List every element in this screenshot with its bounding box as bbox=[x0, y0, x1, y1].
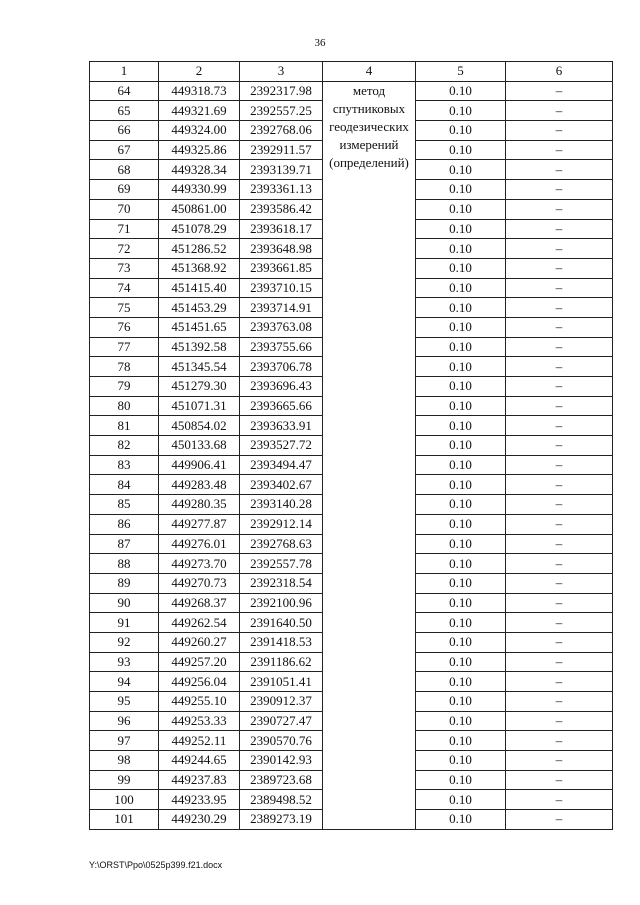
x-coordinate-cell: 451345.54 bbox=[159, 357, 240, 377]
point-number-cell: 76 bbox=[90, 317, 159, 337]
accuracy-cell: 0.10 bbox=[416, 278, 506, 298]
x-coordinate-cell: 449237.83 bbox=[159, 770, 240, 790]
x-coordinate-cell: 449262.54 bbox=[159, 613, 240, 633]
x-coordinate-cell: 449257.20 bbox=[159, 652, 240, 672]
accuracy-cell: 0.10 bbox=[416, 632, 506, 652]
note-cell: – bbox=[506, 140, 613, 160]
y-coordinate-cell: 2392912.14 bbox=[240, 514, 323, 534]
x-coordinate-cell: 449277.87 bbox=[159, 514, 240, 534]
note-cell: – bbox=[506, 770, 613, 790]
accuracy-cell: 0.10 bbox=[416, 554, 506, 574]
y-coordinate-cell: 2393139.71 bbox=[240, 160, 323, 180]
accuracy-cell: 0.10 bbox=[416, 239, 506, 259]
x-coordinate-cell: 451368.92 bbox=[159, 258, 240, 278]
y-coordinate-cell: 2393763.08 bbox=[240, 317, 323, 337]
x-coordinate-cell: 449276.01 bbox=[159, 534, 240, 554]
y-coordinate-cell: 2393361.13 bbox=[240, 180, 323, 200]
page-number: 36 bbox=[314, 37, 326, 49]
note-cell: – bbox=[506, 810, 613, 830]
y-coordinate-cell: 2393402.67 bbox=[240, 475, 323, 495]
x-coordinate-cell: 449270.73 bbox=[159, 573, 240, 593]
y-coordinate-cell: 2393696.43 bbox=[240, 377, 323, 397]
point-number-cell: 73 bbox=[90, 258, 159, 278]
table-row bbox=[90, 81, 613, 101]
x-coordinate-cell: 449256.04 bbox=[159, 672, 240, 692]
x-coordinate-cell: 450861.00 bbox=[159, 199, 240, 219]
y-coordinate-cell: 2389273.19 bbox=[240, 810, 323, 830]
y-coordinate-cell: 2393706.78 bbox=[240, 357, 323, 377]
x-coordinate-cell: 449244.65 bbox=[159, 751, 240, 771]
x-coordinate-cell: 449324.00 bbox=[159, 121, 240, 141]
point-number-cell: 74 bbox=[90, 278, 159, 298]
y-coordinate-cell: 2392318.54 bbox=[240, 573, 323, 593]
point-number-cell: 82 bbox=[90, 436, 159, 456]
point-number-cell: 77 bbox=[90, 337, 159, 357]
accuracy-cell: 0.10 bbox=[416, 160, 506, 180]
accuracy-cell: 0.10 bbox=[416, 377, 506, 397]
accuracy-cell: 0.10 bbox=[416, 593, 506, 613]
x-coordinate-cell: 450133.68 bbox=[159, 436, 240, 456]
accuracy-cell: 0.10 bbox=[416, 455, 506, 475]
note-cell: – bbox=[506, 436, 613, 456]
point-number-cell: 67 bbox=[90, 140, 159, 160]
note-cell: – bbox=[506, 377, 613, 397]
x-coordinate-cell: 451392.58 bbox=[159, 337, 240, 357]
header-cell: 1 bbox=[90, 62, 159, 82]
method-cell bbox=[323, 81, 416, 829]
accuracy-cell: 0.10 bbox=[416, 790, 506, 810]
note-cell: – bbox=[506, 652, 613, 672]
point-number-cell: 78 bbox=[90, 357, 159, 377]
y-coordinate-cell: 2393661.85 bbox=[240, 258, 323, 278]
y-coordinate-cell: 2393755.66 bbox=[240, 337, 323, 357]
header-cell: 5 bbox=[416, 62, 506, 82]
note-cell: – bbox=[506, 101, 613, 121]
x-coordinate-cell: 449233.95 bbox=[159, 790, 240, 810]
y-coordinate-cell: 2392768.63 bbox=[240, 534, 323, 554]
accuracy-cell: 0.10 bbox=[416, 416, 506, 436]
point-number-cell: 91 bbox=[90, 613, 159, 633]
accuracy-cell: 0.10 bbox=[416, 219, 506, 239]
point-number-cell: 75 bbox=[90, 298, 159, 318]
y-coordinate-cell: 2391051.41 bbox=[240, 672, 323, 692]
y-coordinate-cell: 2392768.06 bbox=[240, 121, 323, 141]
accuracy-cell: 0.10 bbox=[416, 396, 506, 416]
x-coordinate-cell: 449318.73 bbox=[159, 81, 240, 101]
method-line: метод bbox=[352, 82, 386, 98]
y-coordinate-cell: 2393586.42 bbox=[240, 199, 323, 219]
point-number-cell: 93 bbox=[90, 652, 159, 672]
x-coordinate-cell: 451071.31 bbox=[159, 396, 240, 416]
note-cell: – bbox=[506, 396, 613, 416]
point-number-cell: 90 bbox=[90, 593, 159, 613]
point-number-cell: 92 bbox=[90, 632, 159, 652]
note-cell: – bbox=[506, 317, 613, 337]
note-cell: – bbox=[506, 278, 613, 298]
x-coordinate-cell: 451415.40 bbox=[159, 278, 240, 298]
y-coordinate-cell: 2391640.50 bbox=[240, 613, 323, 633]
accuracy-cell: 0.10 bbox=[416, 258, 506, 278]
point-number-cell: 86 bbox=[90, 514, 159, 534]
note-cell: – bbox=[506, 692, 613, 712]
note-cell: – bbox=[506, 632, 613, 652]
header-cell: 6 bbox=[506, 62, 613, 82]
accuracy-cell: 0.10 bbox=[416, 770, 506, 790]
coordinates-table bbox=[89, 61, 613, 830]
point-number-cell: 69 bbox=[90, 180, 159, 200]
accuracy-cell: 0.10 bbox=[416, 298, 506, 318]
note-cell: – bbox=[506, 672, 613, 692]
x-coordinate-cell: 449283.48 bbox=[159, 475, 240, 495]
y-coordinate-cell: 2392317.98 bbox=[240, 81, 323, 101]
x-coordinate-cell: 450854.02 bbox=[159, 416, 240, 436]
y-coordinate-cell: 2390727.47 bbox=[240, 711, 323, 731]
accuracy-cell: 0.10 bbox=[416, 101, 506, 121]
accuracy-cell: 0.10 bbox=[416, 495, 506, 515]
accuracy-cell: 0.10 bbox=[416, 573, 506, 593]
x-coordinate-cell: 449253.33 bbox=[159, 711, 240, 731]
point-number-cell: 85 bbox=[90, 495, 159, 515]
point-number-cell: 64 bbox=[90, 81, 159, 101]
accuracy-cell: 0.10 bbox=[416, 199, 506, 219]
note-cell: – bbox=[506, 751, 613, 771]
y-coordinate-cell: 2393665.66 bbox=[240, 396, 323, 416]
y-coordinate-cell: 2390570.76 bbox=[240, 731, 323, 751]
method-line: (определений) bbox=[329, 154, 409, 170]
point-number-cell: 83 bbox=[90, 455, 159, 475]
note-cell: – bbox=[506, 180, 613, 200]
accuracy-cell: 0.10 bbox=[416, 81, 506, 101]
accuracy-cell: 0.10 bbox=[416, 652, 506, 672]
point-number-cell: 84 bbox=[90, 475, 159, 495]
note-cell: – bbox=[506, 514, 613, 534]
y-coordinate-cell: 2393494.47 bbox=[240, 455, 323, 475]
y-coordinate-cell: 2393710.15 bbox=[240, 278, 323, 298]
y-coordinate-cell: 2393527.72 bbox=[240, 436, 323, 456]
note-cell: – bbox=[506, 219, 613, 239]
accuracy-cell: 0.10 bbox=[416, 436, 506, 456]
header-cell: 4 bbox=[323, 62, 416, 82]
point-number-cell: 100 bbox=[90, 790, 159, 810]
header-cell: 2 bbox=[159, 62, 240, 82]
note-cell: – bbox=[506, 731, 613, 751]
table-body bbox=[90, 81, 613, 829]
y-coordinate-cell: 2392557.78 bbox=[240, 554, 323, 574]
y-coordinate-cell: 2391186.62 bbox=[240, 652, 323, 672]
y-coordinate-cell: 2393618.17 bbox=[240, 219, 323, 239]
y-coordinate-cell: 2391418.53 bbox=[240, 632, 323, 652]
point-number-cell: 71 bbox=[90, 219, 159, 239]
x-coordinate-cell: 449328.34 bbox=[159, 160, 240, 180]
note-cell: – bbox=[506, 160, 613, 180]
method-line: измерений bbox=[339, 136, 399, 152]
accuracy-cell: 0.10 bbox=[416, 317, 506, 337]
note-cell: – bbox=[506, 121, 613, 141]
note-cell: – bbox=[506, 455, 613, 475]
point-number-cell: 101 bbox=[90, 810, 159, 830]
x-coordinate-cell: 451078.29 bbox=[159, 219, 240, 239]
accuracy-cell: 0.10 bbox=[416, 121, 506, 141]
note-cell: – bbox=[506, 357, 613, 377]
accuracy-cell: 0.10 bbox=[416, 613, 506, 633]
point-number-cell: 80 bbox=[90, 396, 159, 416]
x-coordinate-cell: 451451.65 bbox=[159, 317, 240, 337]
y-coordinate-cell: 2392100.96 bbox=[240, 593, 323, 613]
accuracy-cell: 0.10 bbox=[416, 731, 506, 751]
accuracy-cell: 0.10 bbox=[416, 475, 506, 495]
note-cell: – bbox=[506, 534, 613, 554]
note-cell: – bbox=[506, 554, 613, 574]
point-number-cell: 81 bbox=[90, 416, 159, 436]
y-coordinate-cell: 2390912.37 bbox=[240, 692, 323, 712]
y-coordinate-cell: 2392557.25 bbox=[240, 101, 323, 121]
x-coordinate-cell: 449280.35 bbox=[159, 495, 240, 515]
accuracy-cell: 0.10 bbox=[416, 751, 506, 771]
accuracy-cell: 0.10 bbox=[416, 180, 506, 200]
method-line: геодезических bbox=[329, 118, 409, 134]
point-number-cell: 94 bbox=[90, 672, 159, 692]
note-cell: – bbox=[506, 199, 613, 219]
accuracy-cell: 0.10 bbox=[416, 514, 506, 534]
x-coordinate-cell: 449321.69 bbox=[159, 101, 240, 121]
y-coordinate-cell: 2393648.98 bbox=[240, 239, 323, 259]
x-coordinate-cell: 449230.29 bbox=[159, 810, 240, 830]
point-number-cell: 89 bbox=[90, 573, 159, 593]
point-number-cell: 72 bbox=[90, 239, 159, 259]
point-number-cell: 79 bbox=[90, 377, 159, 397]
note-cell: – bbox=[506, 239, 613, 259]
y-coordinate-cell: 2390142.93 bbox=[240, 751, 323, 771]
note-cell: – bbox=[506, 337, 613, 357]
x-coordinate-cell: 449260.27 bbox=[159, 632, 240, 652]
y-coordinate-cell: 2389498.52 bbox=[240, 790, 323, 810]
accuracy-cell: 0.10 bbox=[416, 140, 506, 160]
y-coordinate-cell: 2393714.91 bbox=[240, 298, 323, 318]
x-coordinate-cell: 449255.10 bbox=[159, 692, 240, 712]
point-number-cell: 65 bbox=[90, 101, 159, 121]
point-number-cell: 97 bbox=[90, 731, 159, 751]
y-coordinate-cell: 2393633.91 bbox=[240, 416, 323, 436]
point-number-cell: 99 bbox=[90, 770, 159, 790]
accuracy-cell: 0.10 bbox=[416, 337, 506, 357]
point-number-cell: 68 bbox=[90, 160, 159, 180]
x-coordinate-cell: 449906.41 bbox=[159, 455, 240, 475]
note-cell: – bbox=[506, 593, 613, 613]
note-cell: – bbox=[506, 495, 613, 515]
point-number-cell: 88 bbox=[90, 554, 159, 574]
note-cell: – bbox=[506, 613, 613, 633]
accuracy-cell: 0.10 bbox=[416, 692, 506, 712]
point-number-cell: 96 bbox=[90, 711, 159, 731]
accuracy-cell: 0.10 bbox=[416, 672, 506, 692]
note-cell: – bbox=[506, 298, 613, 318]
accuracy-cell: 0.10 bbox=[416, 534, 506, 554]
point-number-cell: 95 bbox=[90, 692, 159, 712]
x-coordinate-cell: 449273.70 bbox=[159, 554, 240, 574]
method-line: спутниковых bbox=[332, 100, 406, 116]
table-header-row bbox=[90, 62, 613, 82]
x-coordinate-cell: 451286.52 bbox=[159, 239, 240, 259]
x-coordinate-cell: 449268.37 bbox=[159, 593, 240, 613]
x-coordinate-cell: 449252.11 bbox=[159, 731, 240, 751]
note-cell: – bbox=[506, 81, 613, 101]
file-path-footer: Y:\ORST\Ppo\0525p399.f21.docx bbox=[89, 860, 223, 870]
note-cell: – bbox=[506, 475, 613, 495]
y-coordinate-cell: 2393140.28 bbox=[240, 495, 323, 515]
accuracy-cell: 0.10 bbox=[416, 810, 506, 830]
header-cell: 3 bbox=[240, 62, 323, 82]
x-coordinate-cell: 451279.30 bbox=[159, 377, 240, 397]
note-cell: – bbox=[506, 573, 613, 593]
point-number-cell: 70 bbox=[90, 199, 159, 219]
x-coordinate-cell: 449325.86 bbox=[159, 140, 240, 160]
point-number-cell: 87 bbox=[90, 534, 159, 554]
note-cell: – bbox=[506, 711, 613, 731]
point-number-cell: 66 bbox=[90, 121, 159, 141]
point-number-cell: 98 bbox=[90, 751, 159, 771]
note-cell: – bbox=[506, 790, 613, 810]
accuracy-cell: 0.10 bbox=[416, 711, 506, 731]
note-cell: – bbox=[506, 416, 613, 436]
y-coordinate-cell: 2389723.68 bbox=[240, 770, 323, 790]
x-coordinate-cell: 449330.99 bbox=[159, 180, 240, 200]
accuracy-cell: 0.10 bbox=[416, 357, 506, 377]
note-cell: – bbox=[506, 258, 613, 278]
x-coordinate-cell: 451453.29 bbox=[159, 298, 240, 318]
y-coordinate-cell: 2392911.57 bbox=[240, 140, 323, 160]
